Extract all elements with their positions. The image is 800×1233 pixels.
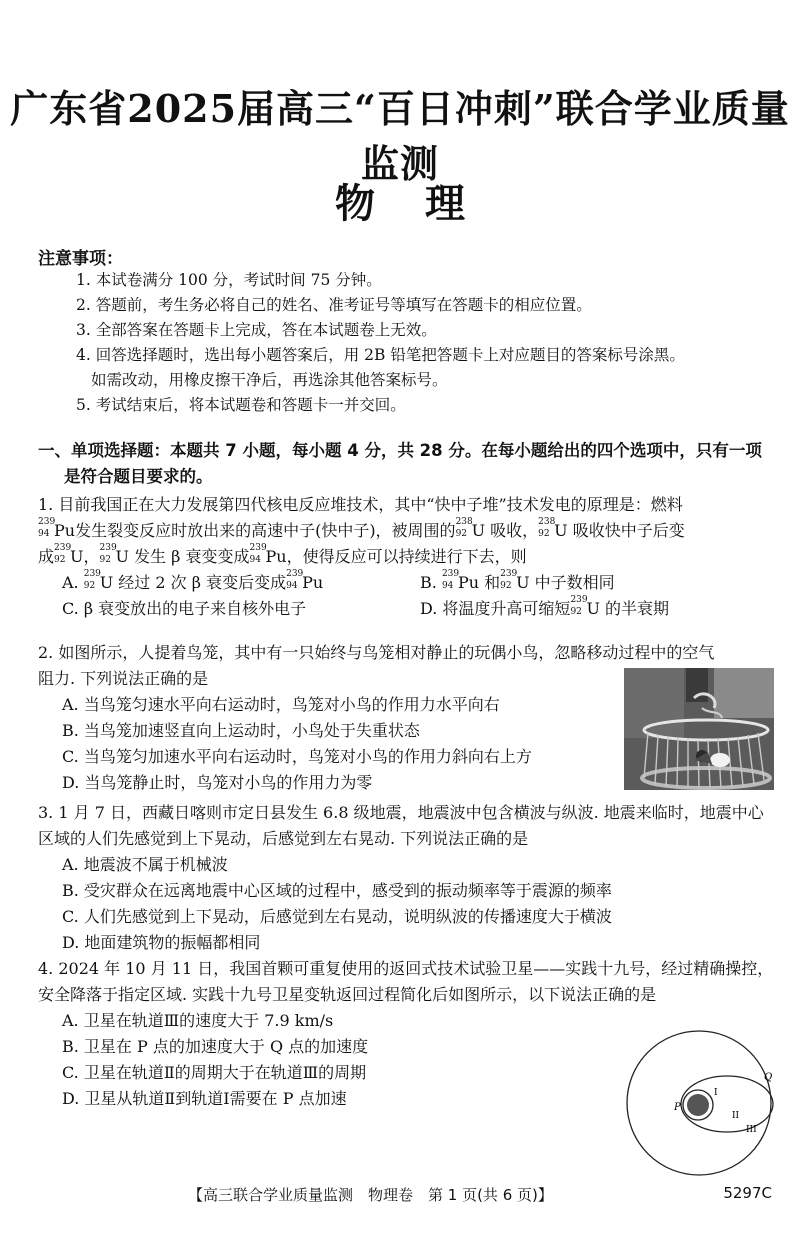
q2-option-b[interactable]: B. 当鸟笼加速竖直向上运动时，小鸟处于失重状态 xyxy=(62,721,420,740)
q1-option-a[interactable]: A. 239 92 U 经过 2 次 β 衰变后变成 239 94 Pu xyxy=(62,569,324,592)
nuclide-u238: 238 92 xyxy=(455,517,473,539)
notice-item: 4. 回答选择题时，选出每小题答案后，用 2B 铅笔把答题卡上对应题目的答案标号涂黑。 xyxy=(76,346,685,364)
footer-page-info: 【高三联合学业质量监测 物理卷 第 1 页(共 6 页)】 xyxy=(188,1186,553,1204)
notice-item: 2. 答题前，考生务必将自己的姓名、准考证号等填写在答题卡的相应位置。 xyxy=(76,296,592,314)
notice-item: 3. 全部答案在答题卡上完成，答在本试题卷上无效。 xyxy=(76,321,437,339)
q3-option-a[interactable]: A. 地震波不属于机械波 xyxy=(62,855,228,874)
nuclide-u239: 239 92 xyxy=(99,543,117,565)
q2-option-a[interactable]: A. 当鸟笼匀速水平向右运动时，鸟笼对小鸟的作用力水平向右 xyxy=(62,695,500,714)
q4-stem-line: 安全降落于指定区域. 实践十九号卫星变轨返回过程简化后如图所示，以下说法正确的是 xyxy=(38,985,657,1004)
q3-option-b[interactable]: B. 受灾群众在远离地震中心区域的过程中，感受到的振动频率等于震源的频率 xyxy=(62,881,612,900)
subject-title: 物理 xyxy=(335,180,515,227)
nuclide-u239: 239 92 xyxy=(54,543,72,565)
footer-code: 5297C xyxy=(723,1184,772,1202)
q3-option-d[interactable]: D. 地面建筑物的振幅都相同 xyxy=(62,933,261,952)
notice-item: 5. 考试结束后，将本试题卷和答题卡一并交回。 xyxy=(76,396,406,414)
q1-options-row xyxy=(38,596,778,622)
section-heading-line: 一、单项选择题：本题共 7 小题，每小题 4 分，共 28 分。在每小题给出的四个选项中，只有一项 xyxy=(38,441,762,460)
q3-stem-line: 3. 1 月 7 日，西藏日喀则市定日县发生 6.8 级地震，地震波中包含横波与纵波. 地震来临时，地震中心 xyxy=(38,803,764,822)
birdcage-illustration xyxy=(624,668,774,790)
nuclide-u238: 238 92 xyxy=(538,517,556,539)
birdcage-photo xyxy=(624,668,774,790)
q4-option-c[interactable]: C. 卫星在轨道Ⅱ的周期大于在轨道Ⅲ的周期 xyxy=(62,1063,367,1082)
q4-stem-line: 4. 2024 年 10 月 11 日，我国首颗可重复使用的返回式技术试验卫星——实践十九号，经过精确操控， xyxy=(38,959,774,978)
nuclide-pu239: 239 94 xyxy=(38,517,56,539)
q2-stem-line: 2. 如图所示，人提着鸟笼，其中有一只始终与鸟笼相对静止的玩偶小鸟，忽略移动过程中的空气 xyxy=(38,643,715,662)
nuclide-pu239: 239 94 xyxy=(249,543,267,565)
q4-option-a[interactable]: A. 卫星在轨道Ⅲ的速度大于 7.9 km/s xyxy=(62,1011,334,1030)
q1-option-d[interactable]: D. 将温度升高可缩短 239 92 U 的半衰期 xyxy=(420,595,670,618)
question-3 xyxy=(38,800,778,956)
label-orbit-i: I xyxy=(714,1088,718,1098)
notice-list xyxy=(76,268,776,418)
q4-option-b[interactable]: B. 卫星在 P 点的加速度大于 Q 点的加速度 xyxy=(62,1037,369,1056)
section-heading-line: 是符合题目要求的。 xyxy=(64,467,213,486)
label-orbit-iii: III xyxy=(746,1125,757,1135)
q1-stem-line: 239 94 Pu发生裂变反应时放出来的高速中子(快中子)，被周围的 238 92 U 吸收， 238 92 U 吸收快中子后变 xyxy=(38,517,685,540)
notice-heading: 注意事项： xyxy=(38,249,123,269)
label-orbit-ii: II xyxy=(732,1111,740,1121)
section-heading xyxy=(38,438,778,490)
orbit-diagram xyxy=(624,1028,774,1178)
q1-option-b[interactable]: B. 239 94 Pu 和 239 92 U 中子数相同 xyxy=(420,569,615,592)
q3-stem-line: 区域的人们先感觉到上下晃动，后感觉到左右晃动. 下列说法正确的是 xyxy=(38,829,529,848)
q1-options-row xyxy=(38,570,778,596)
q2-stem-line: 阻力. 下列说法正确的是 xyxy=(38,669,209,688)
q2-option-d[interactable]: D. 当鸟笼静止时，鸟笼对小鸟的作用力为零 xyxy=(62,773,373,792)
q1-stem-line: 1. 目前我国正在大力发展第四代核电反应堆技术，其中“快中子堆”技术发电的原理是：燃料 xyxy=(38,495,683,514)
earth xyxy=(687,1094,709,1116)
exam-title: 广东省2025届高三“百日冲刺”联合学业质量监测 xyxy=(10,86,790,186)
label-q: Q xyxy=(764,1072,773,1083)
label-p: P xyxy=(674,1102,681,1113)
question-1 xyxy=(38,492,778,622)
q1-option-c[interactable]: C. β 衰变放出的电子来自核外电子 xyxy=(62,599,307,618)
q2-option-c[interactable]: C. 当鸟笼匀加速水平向右运动时，鸟笼对小鸟的作用力斜向右上方 xyxy=(62,747,532,766)
notice-item: 1. 本试卷满分 100 分，考试时间 75 分钟。 xyxy=(76,271,382,289)
q4-option-d[interactable]: D. 卫星从轨道Ⅱ到轨道Ⅰ需要在 P 点加速 xyxy=(62,1089,347,1108)
q1-stem-line: 成 239 92 U， 239 92 U 发生 β 衰变变成 239 94 Pu，使得反应可以持续进行下去，则 xyxy=(38,543,527,566)
notice-item: 如需改动，用橡皮擦干净后，再选涂其他答案标号。 xyxy=(91,371,448,389)
q3-option-c[interactable]: C. 人们先感觉到上下晃动，后感觉到左右晃动，说明纵波的传播速度大于横波 xyxy=(62,907,612,926)
